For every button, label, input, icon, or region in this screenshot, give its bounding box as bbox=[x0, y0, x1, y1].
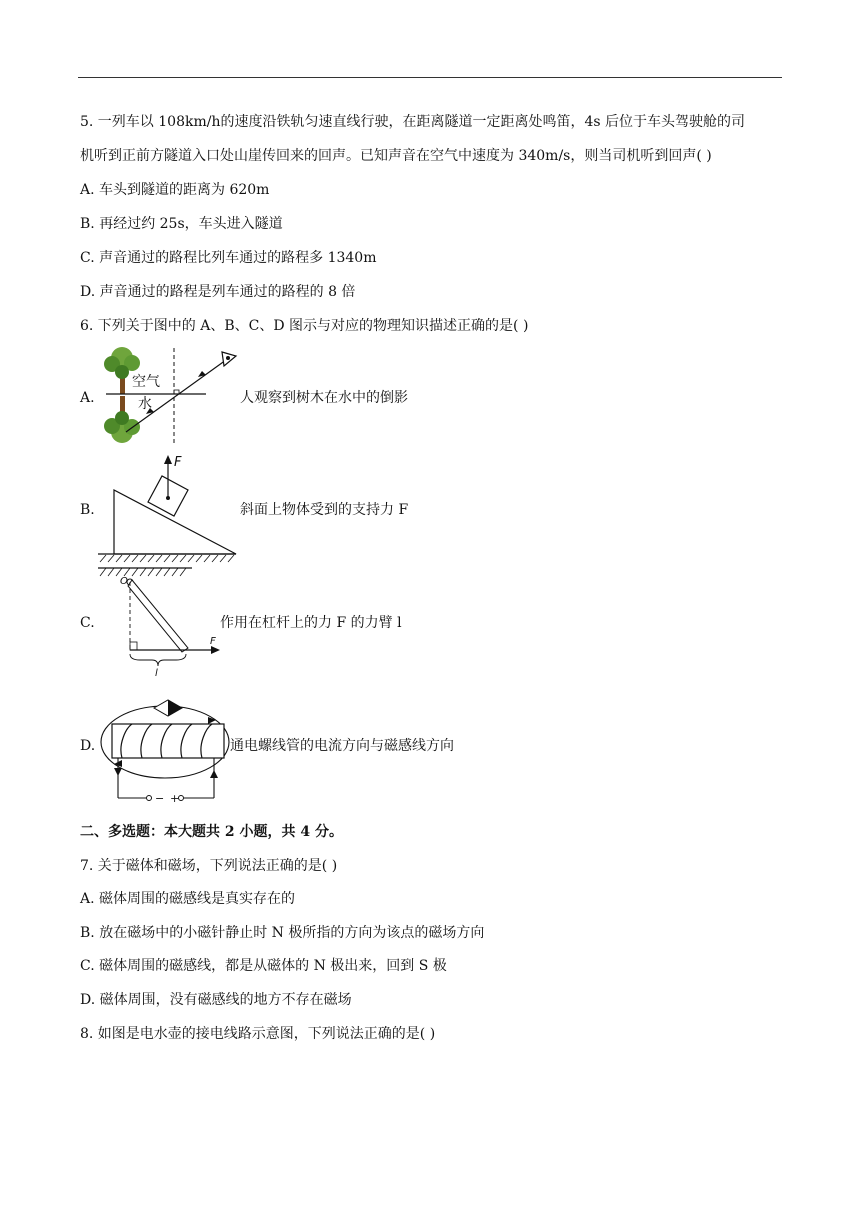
header-rule bbox=[78, 77, 782, 78]
water-label: 水 bbox=[138, 396, 152, 412]
q7-option-c: C. 磁体周围的磁感线，都是从磁体的 N 极出来，回到 S 极 bbox=[80, 958, 447, 974]
q6-caption-d: 通电螺线管的电流方向与磁感线方向 bbox=[230, 738, 454, 754]
figure-a-reflection bbox=[98, 346, 248, 446]
figure-c-lever bbox=[96, 564, 231, 679]
q6-caption-a: 人观察到树木在水中的倒影 bbox=[240, 390, 408, 406]
minus-terminal: − bbox=[155, 792, 165, 805]
arm-label: l bbox=[155, 668, 158, 679]
q6-label-c: C. bbox=[80, 615, 95, 631]
figure-d-solenoid bbox=[98, 692, 238, 804]
force-label-c: F bbox=[210, 636, 216, 647]
q5-option-b: B. 再经过约 25s，车头进入隧道 bbox=[80, 216, 283, 232]
q5-option-c: C. 声音通过的路程比列车通过的路程多 1340m bbox=[80, 250, 377, 266]
q7-option-d: D. 磁体周围，没有磁感线的地方不存在磁场 bbox=[80, 992, 352, 1008]
q8-stem: 8. 如图是电水壶的接电线路示意图，下列说法正确的是( ) bbox=[80, 1026, 436, 1042]
q6-caption-c: 作用在杠杆上的力 F 的力臂 l bbox=[220, 615, 402, 631]
q6-caption-b: 斜面上物体受到的支持力 F bbox=[240, 502, 409, 518]
q6-label-a: A. bbox=[80, 390, 95, 406]
q5-option-a: A. 车头到隧道的距离为 620m bbox=[80, 182, 270, 198]
q5-stem-line2: 机听到正前方隧道入口处山崖传回来的回声。已知声音在空气中速度为 340m/s，则当司机听到回声( ) bbox=[80, 148, 712, 164]
q5-stem-line1: 5. 一列车以 108km/h的速度沿铁轨匀速直线行驶，在距离隧道一定距离处鸣笛，4s 后位于车头驾驶舱的司 bbox=[80, 114, 746, 130]
force-label-b: F bbox=[174, 455, 182, 470]
q6-label-d: D. bbox=[80, 738, 96, 754]
q5-option-d: D. 声音通过的路程是列车通过的路程的 8 倍 bbox=[80, 284, 356, 300]
plus-terminal: + bbox=[170, 792, 180, 805]
figure-b-incline bbox=[96, 452, 241, 564]
pivot-label: O bbox=[120, 576, 128, 587]
air-label: 空气 bbox=[132, 374, 160, 390]
section-heading-multiple-choice: 二、多选题：本大题共 2 小题，共 4 分。 bbox=[80, 824, 343, 840]
q6-label-b: B. bbox=[80, 502, 95, 518]
q7-stem: 7. 关于磁体和磁场，下列说法正确的是( ) bbox=[80, 858, 338, 874]
q6-stem: 6. 下列关于图中的 A、B、C、D 图示与对应的物理知识描述正确的是( ) bbox=[80, 318, 529, 334]
q7-option-a: A. 磁体周围的磁感线是真实存在的 bbox=[80, 891, 296, 907]
q7-option-b: B. 放在磁场中的小磁针静止时 N 极所指的方向为该点的磁场方向 bbox=[80, 925, 485, 941]
